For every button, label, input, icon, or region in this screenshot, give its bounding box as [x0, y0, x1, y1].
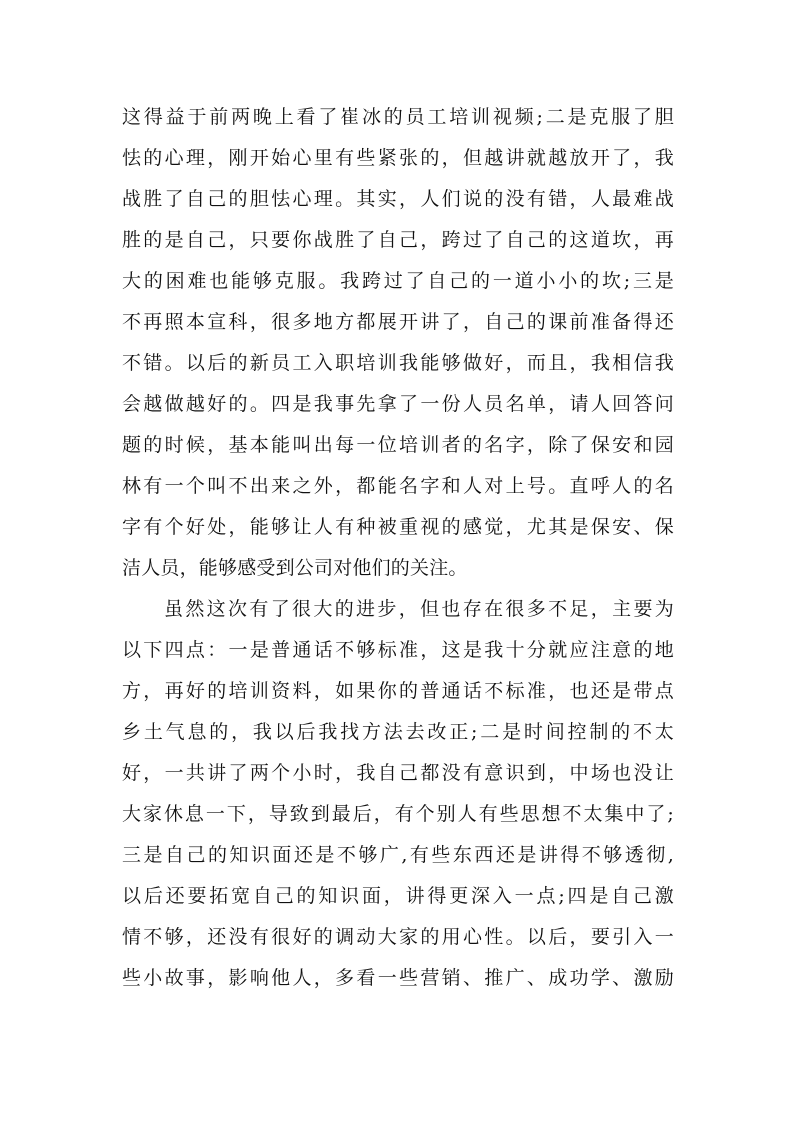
text-line: 战胜了自己的胆怯心理。其实，人们说的没有错，人最难战 — [122, 188, 674, 210]
text-line: 不再照本宣科，很多地方都展开讲了，自己的课前准备得还 — [122, 311, 674, 333]
text-line: 林有一个叫不出来之外，都能名字和人对上号。直呼人的名 — [122, 475, 674, 497]
text-line: 胜的是自己，只要你战胜了自己，跨过了自己的这道坎，再 — [122, 229, 674, 251]
text-line: 不错。以后的新员工入职培训我能够做好，而且，我相信我 — [122, 352, 674, 374]
text-line: 大家休息一下，导致到最后，有个别人有些思想不太集中了; — [122, 803, 674, 825]
text-line: 怯的心理，刚开始心里有些紧张的，但越讲就越放开了，我 — [122, 147, 674, 169]
text-line: 这得益于前两晚上看了崔冰的员工培训视频;二是克服了胆 — [122, 106, 674, 128]
text-line: 三是自己的知识面还是不够广,有些东西还是讲得不够透彻, — [122, 844, 674, 866]
text-line: 字有个好处，能够让人有种被重视的感觉，尤其是保安、保 — [122, 516, 674, 538]
text-line: 乡土气息的，我以后我找方法去改正;二是时间控制的不太 — [122, 721, 674, 743]
text-line: 大的困难也能够克服。我跨过了自己的一道小小的坎;三是 — [122, 270, 674, 292]
text-line: 方，再好的培训资料，如果你的普通话不标准，也还是带点 — [122, 680, 674, 702]
text-line: 情不够，还没有很好的调动大家的用心性。以后，要引入一 — [122, 926, 674, 948]
text-line: 洁人员，能够感受到公司对他们的关注。 — [122, 557, 468, 579]
text-line: 虽然这次有了很大的进步，但也存在很多不足，主要为 — [164, 598, 674, 620]
text-line: 好，一共讲了两个小时，我自己都没有意识到，中场也没让 — [122, 762, 674, 784]
text-line: 以下四点：一是普通话不够标准，这是我十分就应注意的地 — [122, 639, 674, 661]
paragraph-1 — [122, 97, 674, 589]
text-line: 以后还要拓宽自己的知识面，讲得更深入一点;四是自己激 — [122, 885, 674, 907]
text-line: 些小故事，影响他人，多看一些营销、推广、成功学、激励 — [122, 967, 674, 989]
document-body — [122, 97, 674, 999]
text-line: 会越做越好的。四是我事先拿了一份人员名单，请人回答问 — [122, 393, 674, 415]
text-line: 题的时候，基本能叫出每一位培训者的名字，除了保安和园 — [122, 434, 674, 456]
paragraph-2 — [122, 589, 674, 999]
